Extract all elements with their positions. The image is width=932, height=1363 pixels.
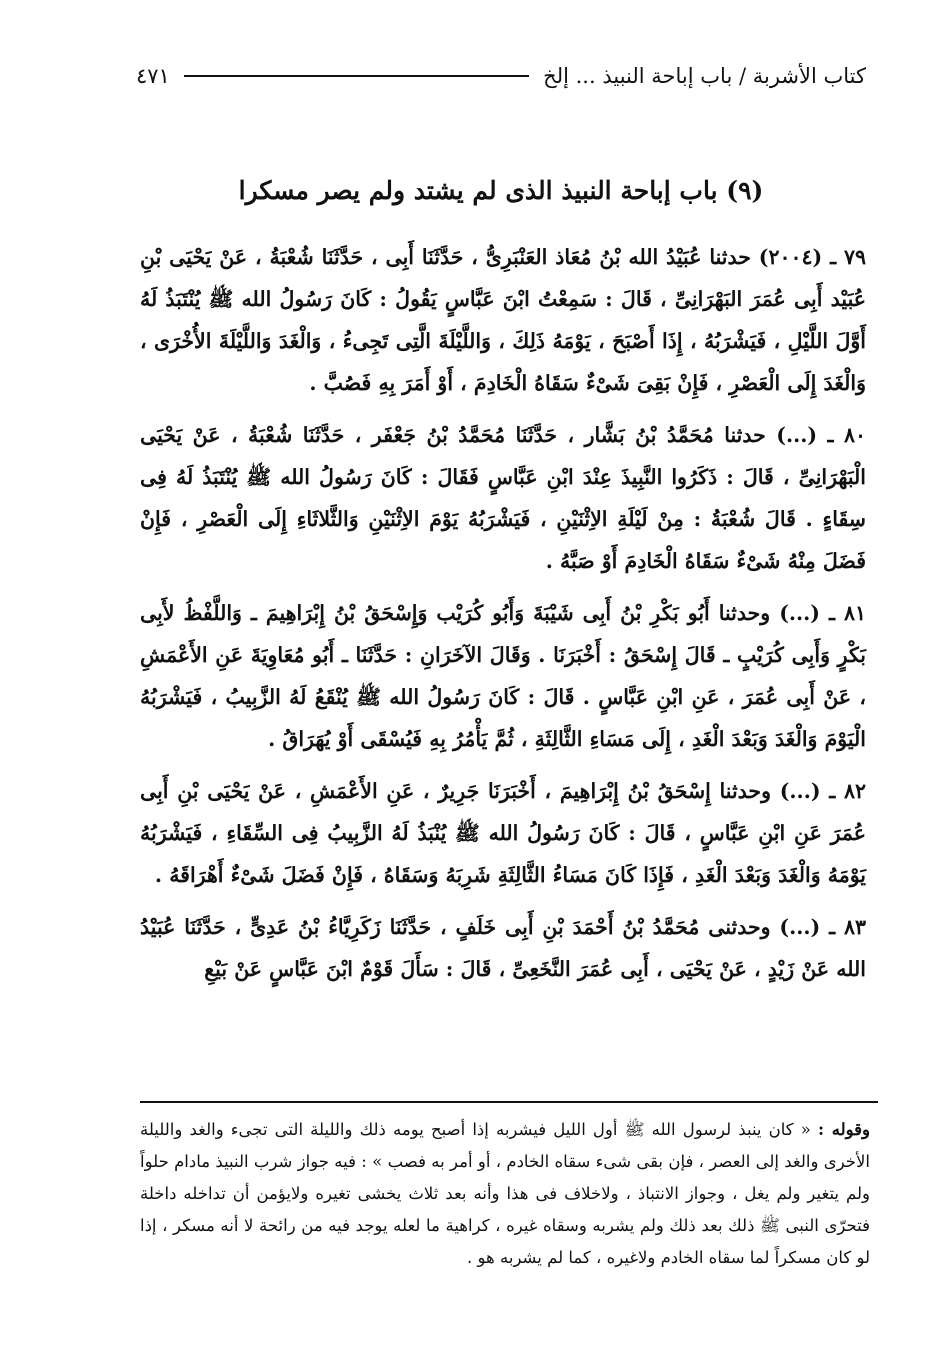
footnote-divider (140, 1101, 878, 1103)
hadith-82 (140, 770, 866, 896)
hadith-80 (140, 414, 866, 582)
hadith-81 (140, 592, 866, 760)
hadith-number: ٨٠ ـ (...) (776, 423, 866, 447)
hadith-body (140, 236, 866, 1000)
running-header (136, 56, 866, 96)
hadith-text: وحدثنى مُحَمَّدُ بْنُ أَحْمَدَ بْنِ أَبِى خَلَفٍ ، حَدَّثَنَا زَكَرِيَّاءُ بْنُ عَدِىٍّ ، حَدَّثَنَا عُبَيْدُ الله عَنْ زَيْدٍ ، عَنْ يَحْيَى ، أَبِى عُمَرَ النَّخَعِىِّ ، قَالَ : سَأَلَ قَوْمٌ ابْنَ عَبَّاسٍ عَنْ بَيْعِ (140, 915, 866, 981)
header-title: كتاب الأشربة / باب إباحة النبيذ ... إلخ (543, 64, 866, 88)
hadith-text: حدثنا مُحَمَّدُ بْنُ بَشَّار ، حَدَّثَنَا مُحَمَّدُ بْنُ جَعْفَر ، حَدَّثَنَا شُعْبَةُ ، عَنْ يَحْيَى الْبَهْرَانِىِّ ، قَالَ : ذَكَرُوا النَّبِيذَ عِنْدَ ابْنِ عَبَّاسٍ فَقَالَ : كَانَ رَسُولُ الله ﷺ يُنْتَبَذُ لَهُ فِى سِقَاءٍ . قَالَ شُعْبَةُ : مِنْ لَيْلَةِ الاِثْنَيْنِ ، فَيَشْرَبُهُ يَوْمَ الاِثْنَيْنِ وَالثَّلاثَاءِ إِلَى الْعَصْرِ ، فَإِنْ فَضَلَ مِنْهُ شَىْءٌ سَقَاهُ الْخَادِمَ أَوْ صَبَّهُ . (140, 423, 866, 573)
hadith-number: ٨٢ ـ (...) (779, 779, 866, 803)
hadith-text: حدثنا عُبَيْدُ الله بْنُ مُعَاذ العَنْبَرِىُّ ، حَدَّثَنَا أَبِى ، حَدَّثَنَا شُعْبَةُ ، عَنْ يَحْيَى بْنِ عُبَيْد أَبِى عُمَرَ البَهْرَانِىِّ ، قَالَ : سَمِعْتُ ابْنَ عَبَّاسٍ يَقُولُ : كَانَ رَسُولُ الله ﷺ يُنْتَبَذُ لَهُ أَوَّلَ اللَّيْلِ ، فَيَشْرَبُهُ ، إِذَا أَصْبَحَ ، يَوْمَهُ ذَلِكَ ، وَاللَّيْلَةَ الَّتِى تَجِىءُ ، وَالْغَدَ وَاللَّيْلَةَ الأُخْرَى ، وَالْغَدَ إِلَى الْعَصْرِ ، فَإِنْ بَقِىَ شَىْءٌ سَقَاهُ الْخَادِمَ ، أَوْ أَمَرَ بِهِ فَصُبَّ . (140, 245, 866, 395)
footnote (140, 1114, 870, 1274)
hadith-text: وحدثنا إِسْحَقُ بْنُ إِبْرَاهِيمَ ، أَخْبَرَنَا جَرِيرٌ ، عَنِ الأَعْمَشِ ، عَنْ يَحْيَى بْنِ أَبِى عُمَرَ عَنِ ابْنِ عَبَّاسٍ ، قَالَ : كَانَ رَسُولُ الله ﷺ يُنْبَذُ لَهُ الزَّبِيبُ فِى السِّقَاءِ ، فَيَشْرَبُهُ يَوْمَهُ وَالْغَدَ وَبَعْدَ الْغَدِ ، فَإِذَا كَانَ مَسَاءُ الثَّالِثَةِ شَرِبَهُ وَسَقَاهُ ، فَإِنْ فَضَلَ شَىْءٌ أَهْرَاقَهُ . (140, 779, 866, 887)
hadith-number: ٧٩ ـ (٢٠٠٤) (758, 245, 867, 269)
header-rule (184, 75, 529, 77)
footnote-lead: وقوله : (818, 1120, 870, 1139)
footnote-text: « كان ينبذ لرسول الله ﷺ أول الليل فيشربه إذا أصبح يومه ذلك والليلة التى تجىء والغد والليلة الأخرى والغد إلى العصر ، فإن بقى شىء سقاه الخادم ، أو أمر به فصب » : فيه جواز شرب النبيذ مادام حلواً ولم يتغير ولم يغل ، وجواز الانتباذ ، ولاخلاف فى هذا وأنه بعد ثلاث يخشى تغيره ولايؤمن أن تداخله داخلة فتحرّى النبى ﷺ ذلك بعد ذلك ولم يشربه وسقاه غيره ، كراهية ما لعله يوجد فيه من رائحة لا أنه مسكر ، إذا لو كان مسكراً لما سقاه الخادم ولاغيره ، كما لم يشربه هو . (140, 1120, 870, 1267)
hadith-number: ٨٣ ـ (...) (779, 915, 866, 939)
page-number: ٤٧١ (136, 64, 170, 88)
hadith-79 (140, 236, 866, 404)
hadith-text: وحدثنا أَبُو بَكْرِ بْنُ أَبِى شَيْبَةَ وَأَبُو كُرَيْب وَإِسْحَقُ بْنُ إِبْرَاهِيمَ ـ وَاللَّفْظُ لأَبِى بَكْرٍ وَأَبِى كُرَيْبٍ ـ قَالَ إِسْحَقُ : أَخْبَرَنَا . وَقَالَ الآخَرَانِ : حَدَّثَنَا ـ أَبُو مُعَاوِيَةَ عَنِ الأَعْمَشِ ، عَنْ أَبِى عُمَرَ ، عَنِ ابْنِ عَبَّاسٍ . قَالَ : كَانَ رَسُولُ الله ﷺ يُنْقَعُ لَهُ الزَّبِيبُ ، فَيَشْرَبُهُ الْيَوْمَ وَالْغَدَ وَبَعْدَ الْغَدِ ، إِلَى مَسَاءِ الثَّالِثَةِ ، ثُمَّ يَأْمُرُ بِهِ فَيُسْقَى أَوْ يُهَرَاقُ . (140, 601, 866, 751)
hadith-number: ٨١ ـ (...) (779, 601, 867, 625)
chapter-title: (٩) باب إباحة النبيذ الذى لم يشتد ولم يصر مسكرا (238, 176, 764, 205)
hadith-83 (140, 906, 866, 990)
